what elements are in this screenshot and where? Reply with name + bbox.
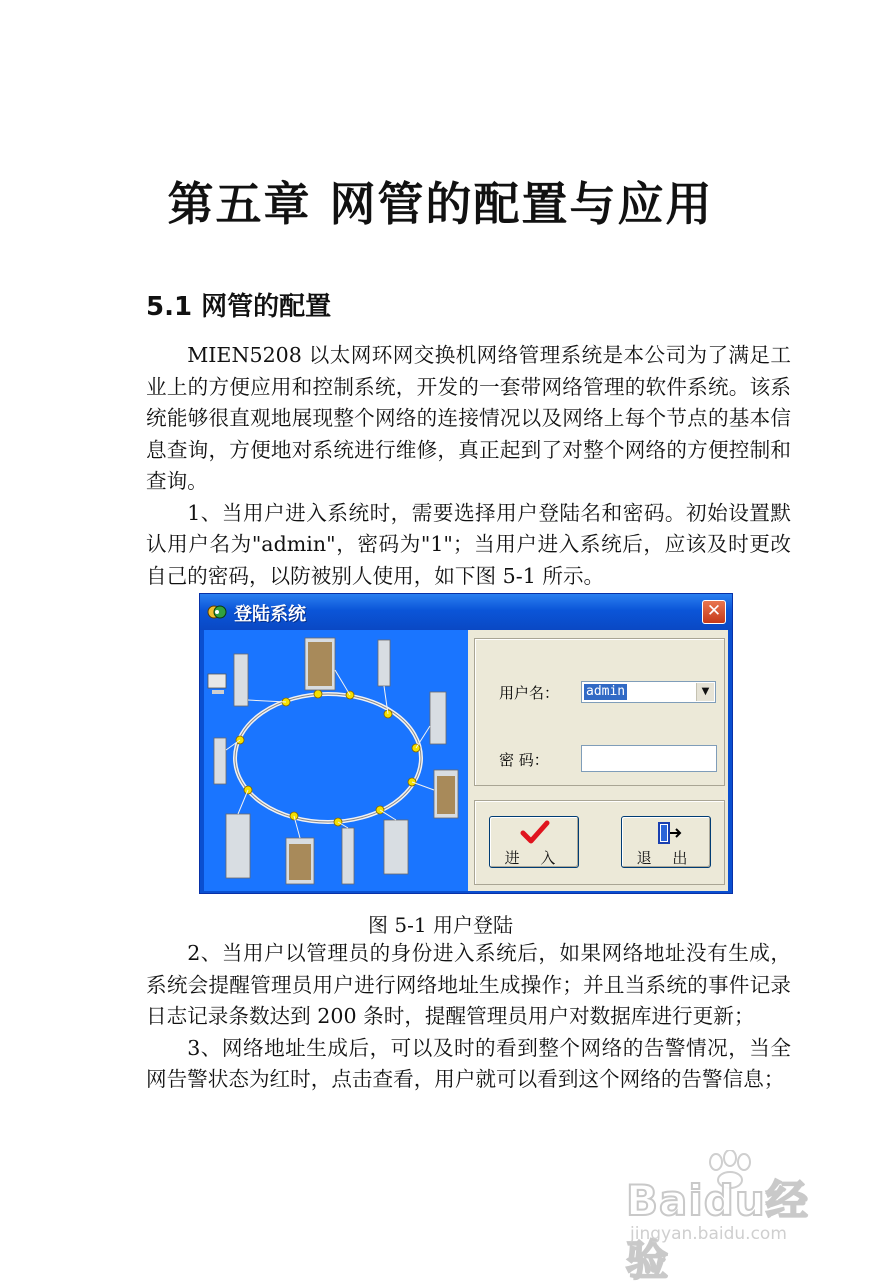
password-label: 密 码： <box>499 751 549 769</box>
username-label: 用户名： <box>499 684 560 702</box>
paragraph: 2、当用户以管理员的身份进入系统后，如果网络地址没有生成，系统会提醒管理员用户进行网络地址生成操作；并且当系统的事件记录日志记录条数达到 200 条时，提醒管理员用户对数据库进行更新； <box>146 941 791 1028</box>
login-dialog-figure <box>199 593 733 894</box>
dialog-titlebar <box>200 594 732 630</box>
enter-button-label: 进 入 <box>504 849 564 867</box>
app-icon <box>206 601 228 623</box>
password-field[interactable] <box>581 745 717 772</box>
dialog-title: 登陆系统 <box>234 604 306 625</box>
body-text-top <box>146 340 791 592</box>
username-value: admin <box>586 684 626 699</box>
exit-button-label: 退 出 <box>636 849 696 867</box>
enter-button[interactable] <box>489 816 579 868</box>
username-dropdown[interactable] <box>581 681 716 703</box>
body-text-bottom <box>146 938 791 1096</box>
action-buttons-group <box>474 800 725 885</box>
watermark-logo: Baidu经验 <box>626 1176 809 1285</box>
checkmark-icon <box>520 820 550 846</box>
paragraph: 1、当用户进入系统时，需要选择用户登陆名和密码。初始设置默认用户名为"admin"，密码为"1"；当用户进入系统后，应该及时更改自己的密码，以防被别人使用，如下图 5-1 所示。 <box>146 500 791 588</box>
exit-door-icon <box>652 820 682 846</box>
paragraph: 3、网络地址生成后，可以及时的看到整个网络的告警情况，当全网告警状态为红时，点击查看，用户就可以看到这个网络的告警信息； <box>146 1035 791 1091</box>
figure-caption: 图 5-1 用户登陆 <box>368 913 513 937</box>
paragraph: MIEN5208 以太网环网交换机网络管理系统是本公司为了满足工业上的方便应用和控制系统，开发的一套带网络管理的软件系统。该系统能够很直观地展现整个网络的连接情况以及网络上每个节点的基本信息查询，方便地对系统进行维修，真正起到了对整个网络的方便控制和查询。 <box>146 343 791 493</box>
baidu-jingyan-watermark <box>622 1150 832 1285</box>
close-button[interactable]: ✕ <box>702 600 726 624</box>
ring-network-illustration <box>204 630 468 891</box>
watermark-url: jingyan.baidu.com <box>630 1224 787 1244</box>
chapter-title: 第五章 网管的配置与应用 <box>167 177 714 231</box>
section-title: 5.1 网管的配置 <box>146 292 332 322</box>
dialog-client-area <box>204 630 728 891</box>
exit-button[interactable] <box>621 816 711 868</box>
login-fields-group <box>474 638 725 786</box>
chevron-down-icon[interactable]: ▼ <box>696 683 714 701</box>
